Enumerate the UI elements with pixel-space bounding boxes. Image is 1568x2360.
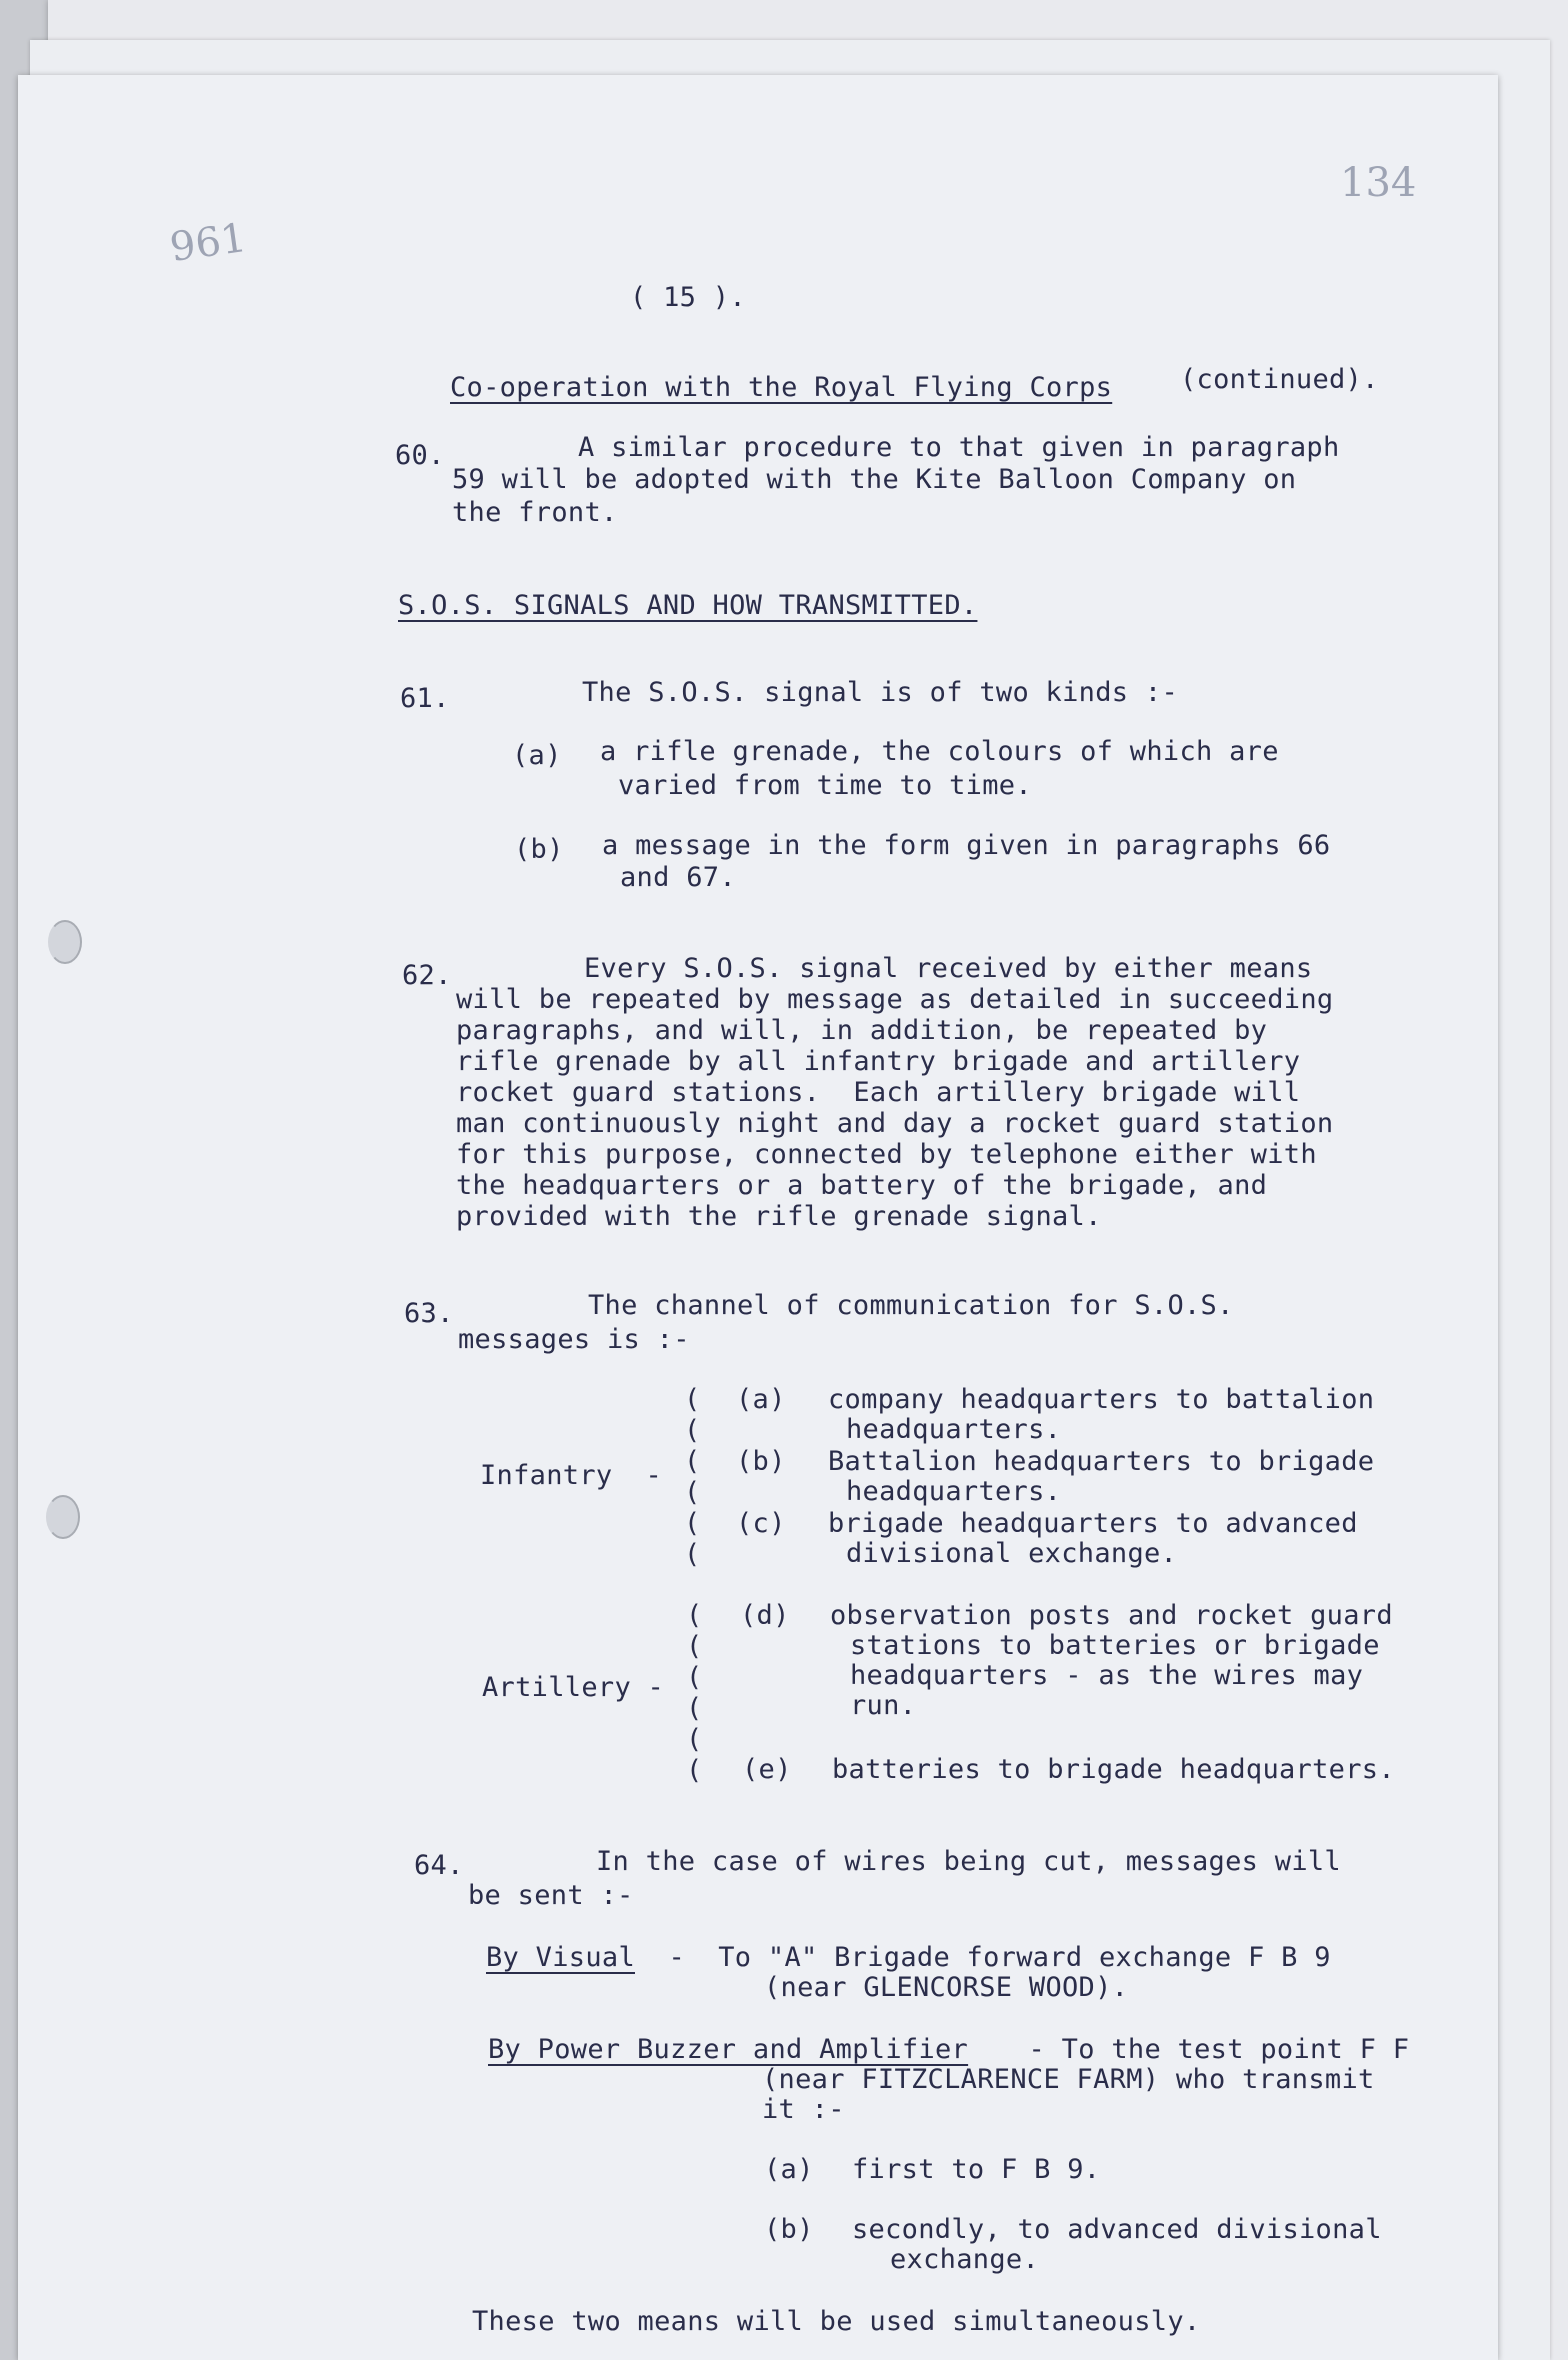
para-62-line: for this purpose, connected by telephone either with xyxy=(456,1139,1317,1170)
para-62-number: 62. xyxy=(402,960,452,991)
by-visual-label: By Visual xyxy=(486,1942,635,1973)
section-heading-sos: S.O.S. SIGNALS AND HOW TRANSMITTED. xyxy=(398,590,978,621)
para-64-intro-2: be sent :- xyxy=(468,1880,634,1911)
para-62-line: Every S.O.S. signal received by either means xyxy=(584,953,1313,984)
punch-hole-upper xyxy=(48,920,82,964)
by-buzzer-text-2: (near FITZCLARENCE FARM) who transmit xyxy=(762,2064,1375,2095)
section-heading-suffix: (continued). xyxy=(1180,364,1379,395)
item-b-line: headquarters. xyxy=(846,1476,1062,1507)
para-63-intro: The channel of communication for S.O.S. xyxy=(588,1290,1234,1321)
para-60-line: A similar procedure to that given in paragraph xyxy=(578,432,1340,463)
para-61-number: 61. xyxy=(400,683,450,714)
punch-hole-lower xyxy=(46,1495,80,1539)
para-61-a-line: a rifle grenade, the colours of which are xyxy=(600,736,1279,767)
para-60-line: 59 will be adopted with the Kite Balloon Company on xyxy=(452,464,1297,495)
artillery-brace: ( ( ( ( ( ( xyxy=(686,1600,703,1786)
para-61-b-label: (b) xyxy=(514,834,564,865)
item-b-label: (b) xyxy=(736,1446,786,1477)
item-b-line: Battalion headquarters to brigade xyxy=(828,1446,1375,1477)
item-d-line: stations to batteries or brigade xyxy=(850,1630,1380,1661)
item-a-line: headquarters. xyxy=(846,1414,1062,1445)
item-c-label: (c) xyxy=(736,1508,786,1539)
item-e-label: (e) xyxy=(742,1754,792,1785)
item-d-line: run. xyxy=(850,1690,917,1721)
para-64-a-text: first to F B 9. xyxy=(852,2154,1101,2185)
para-64-a-label: (a) xyxy=(764,2154,814,2185)
para-62-line: rocket guard stations. Each artillery brigade will xyxy=(456,1077,1301,1108)
para-62-line: provided with the rifle grenade signal. xyxy=(456,1201,1102,1232)
by-buzzer-text: - To the test point F F xyxy=(1012,2034,1410,2065)
item-e-line: batteries to brigade headquarters. xyxy=(832,1754,1395,1785)
infantry-label: Infantry - xyxy=(480,1460,663,1491)
para-63-number: 63. xyxy=(404,1298,454,1329)
para-61-a-label: (a) xyxy=(512,740,562,771)
artillery-label: Artillery - xyxy=(482,1672,665,1703)
section-heading-rfc: Co-operation with the Royal Flying Corps xyxy=(450,372,1113,403)
para-60-line: the front. xyxy=(452,497,618,528)
para-61-intro: The S.O.S. signal is of two kinds :- xyxy=(582,677,1178,708)
item-a-label: (a) xyxy=(736,1384,786,1415)
para-62-line: man continuously night and day a rocket guard station xyxy=(456,1108,1334,1139)
folio-number-top-right: 134 xyxy=(1340,160,1417,206)
item-d-line: observation posts and rocket guard xyxy=(830,1600,1393,1631)
para-64-b-label: (b) xyxy=(764,2214,814,2245)
para-62-line: the headquarters or a battery of the brigade, and xyxy=(456,1170,1268,1201)
item-d-label: (d) xyxy=(740,1600,790,1631)
item-a-line: company headquarters to battalion xyxy=(828,1384,1375,1415)
infantry-brace: ( ( ( ( ( ( xyxy=(684,1384,701,1570)
para-64-intro: In the case of wires being cut, messages will xyxy=(596,1846,1341,1877)
para-61-b-line: a message in the form given in paragraphs 66 xyxy=(602,830,1331,861)
page-number: ( 15 ). xyxy=(630,282,746,313)
para-64-b-text: secondly, to advanced divisional xyxy=(852,2214,1382,2245)
by-visual-text-2: (near GLENCORSE WOOD). xyxy=(764,1972,1129,2003)
by-buzzer-text-3: it :- xyxy=(762,2094,845,2125)
by-visual-text: - To "A" Brigade forward exchange F B 9 xyxy=(652,1942,1331,1973)
para-61-a-line: varied from time to time. xyxy=(618,770,1032,801)
item-c-line: brigade headquarters to advanced xyxy=(828,1508,1358,1539)
para-64-closing: These two means will be used simultaneously. xyxy=(472,2306,1201,2337)
item-d-line: headquarters - as the wires may xyxy=(850,1660,1364,1691)
para-62-line: paragraphs, and will, in addition, be repeated by xyxy=(456,1015,1268,1046)
para-64-number: 64. xyxy=(414,1850,464,1881)
item-c-line: divisional exchange. xyxy=(846,1538,1178,1569)
para-60-number: 60. xyxy=(395,440,445,471)
para-62-line: rifle grenade by all infantry brigade and artillery xyxy=(456,1046,1301,1077)
para-63-intro-2: messages is :- xyxy=(458,1324,690,1355)
para-62-line: will be repeated by message as detailed in succeeding xyxy=(456,984,1334,1015)
folio-number-left: 961 xyxy=(167,214,250,272)
para-64-b-text-2: exchange. xyxy=(890,2244,1039,2275)
para-61-b-line: and 67. xyxy=(620,862,736,893)
by-buzzer-label: By Power Buzzer and Amplifier xyxy=(488,2034,969,2065)
